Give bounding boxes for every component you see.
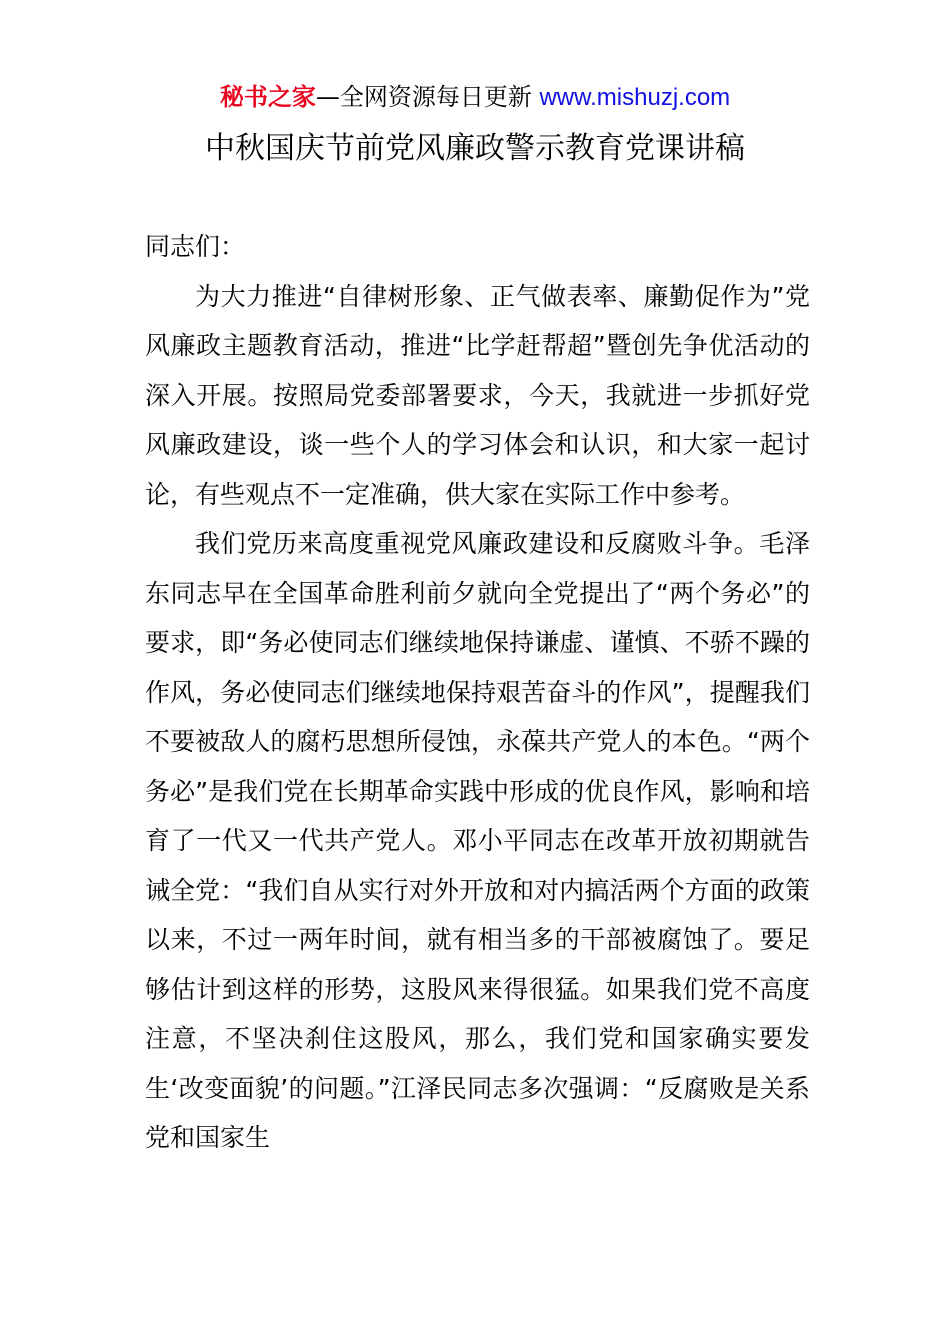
site-brand: 秘书之家 xyxy=(219,83,316,111)
site-tagline: —全网资源每日更新 xyxy=(315,83,532,111)
site-header xyxy=(0,80,950,115)
greeting: 同志们： xyxy=(145,232,246,261)
document-title: 中秋国庆节前党风廉政警示教育党课讲稿 xyxy=(205,131,745,166)
document-body xyxy=(145,222,810,1163)
paragraph: 为大力推进“自律树形象、正气做表率、廉勤促作为”党风廉政主题教育活动，推进“比学赶帮超”暨创先争优活动的深入开展。按照局党委部署要求，今天，我就进一步抓好党风廉政建设，谈一些个人的学习体会和认识，和大家一起讨论，有些观点不一定准确，供大家在实际工作中参考。 xyxy=(145,281,810,509)
site-url-link[interactable]: www.mishuzj.com xyxy=(539,84,731,111)
paragraph: 我们党历来高度重视党风廉政建设和反腐败斗争。毛泽东同志早在全国革命胜利前夕就向全党提出了“两个务必”的要求，即“务必使同志们继续地保持谦虚、谨慎、不骄不躁的作风，务必使同志们继续地保持艰苦奋斗的作风”，提醒我们不要被敌人的腐朽思想所侵蚀，永葆共产党人的本色。“两个务必”是我们党在长期革命实践中形成的优良作风，影响和培育了一代又一代共产党人。邓小平同志在改革开放初期就告诫全党：“我们自从实行对外开放和对内搞活两个方面的政策以来，不过一两年时间，就有相当多的干部被腐蚀了。要足够估计到这样的形势，这股风来得很猛。如果我们党不高度注意，不坚决刹住这股风，那么，我们党和国家确实要发生‘改变面貌’的问题。”江泽民同志多次强调：“反腐败是关系党和国家生 xyxy=(145,529,810,1152)
